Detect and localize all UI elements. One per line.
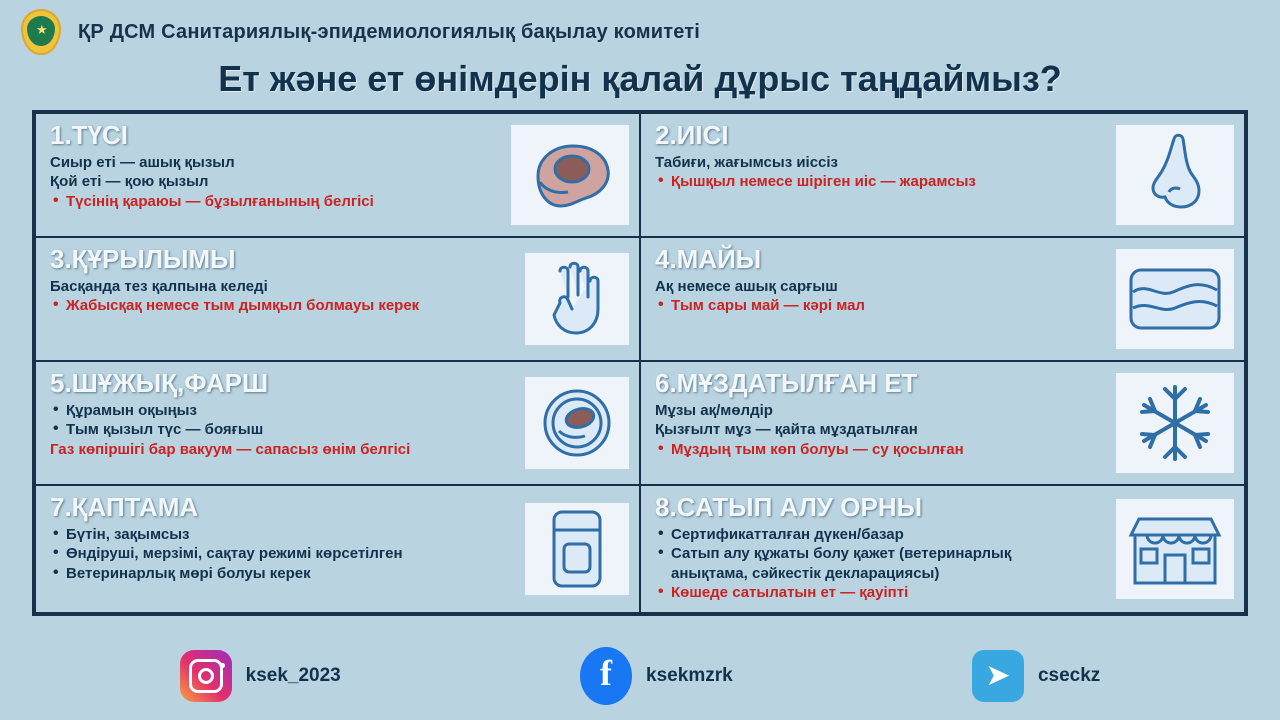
telegram-icon[interactable]: ➤	[972, 650, 1024, 702]
kazakhstan-emblem-icon: ★	[18, 7, 64, 57]
social-handle: cseckz	[1037, 665, 1101, 686]
social-telegram[interactable]	[972, 650, 1100, 702]
tip-line: анықтама, сәйкестік декларациясы)	[671, 564, 940, 582]
tip-warning-line: • Қышқыл немесе шіріген иіс — жарамсыз	[655, 172, 1102, 191]
tip-line: Табиғи, жағымсыз иіссіз	[655, 154, 839, 172]
package-box-icon	[525, 503, 629, 595]
tip-line: Ақ немесе ашық сарғыш	[655, 278, 838, 296]
tip-warning-line: • Жабысқақ немесе тым дымқыл болмауы керек	[50, 296, 497, 315]
tips-grid	[32, 110, 1248, 616]
tip-line: • Бүтін, зақымсыз	[50, 525, 497, 544]
page-title: Ет және ет өнімдерін қалай дұрыс таңдаймыз?	[218, 58, 1062, 99]
fat-layer-icon	[1116, 249, 1234, 349]
tip-line: • Тым қызыл түс — бояғыш	[50, 420, 497, 439]
tip-title: 3.ҚҰРЫЛЫМЫ	[50, 244, 236, 274]
tip-title: 5.ШҰЖЫҚ,ФАРШ	[50, 368, 269, 398]
tip-line: Қой еті — қою қызыл	[50, 173, 209, 191]
tip-card-1	[35, 113, 640, 237]
tip-title: 4.МАЙЫ	[655, 244, 762, 274]
tip-card-2	[640, 113, 1245, 237]
snowflake-icon	[1116, 373, 1234, 473]
tip-line: • Құрамын оқыңыз	[50, 401, 497, 420]
page-header	[0, 0, 1280, 56]
tip-line: • Сатып алу құжаты болу қажет (ветеринарлық	[655, 544, 1102, 563]
tip-line: • Ветеринарлық мөрі болуы керек	[50, 564, 497, 583]
social-handle: ksek_2023	[245, 665, 341, 686]
minced-meat-bowl-icon	[525, 377, 629, 469]
tip-line: Мұзы ақ/мөлдір	[655, 402, 773, 420]
nose-smell-icon	[1116, 125, 1234, 225]
tip-line: Сиыр еті — ашық қызыл	[50, 154, 235, 172]
social-instagram[interactable]	[180, 650, 341, 702]
tip-warning-line: • Мұздың тым көп болуы — су қосылған	[655, 440, 1102, 459]
tip-line: Басқанда тез қалпына келеді	[50, 278, 268, 296]
tip-line: • Сертификатталған дүкен/базар	[655, 525, 1102, 544]
instagram-icon[interactable]	[180, 650, 232, 702]
tip-warning-line: • Көшеде сатылатын ет — қауіпті	[655, 583, 1102, 602]
tip-card-5	[35, 361, 640, 485]
tip-title: 1.ТҮСІ	[50, 120, 129, 150]
meat-steak-icon	[511, 125, 629, 225]
shop-store-icon	[1116, 499, 1234, 599]
tip-warning-line: • Түсінің қараюы — бұзылғанының белгісі	[50, 192, 497, 211]
tip-title: 2.ИІСІ	[655, 120, 729, 150]
tip-card-4	[640, 237, 1245, 361]
social-facebook[interactable]	[580, 647, 733, 705]
tip-card-6	[640, 361, 1245, 485]
tip-line: • Өндіруші, мерзімі, сақтау режимі көрсетілген	[50, 544, 497, 563]
tip-title: 7.ҚАПТАМА	[50, 492, 199, 522]
tip-line: Қызғылт мұз — қайта мұздатылған	[655, 421, 918, 439]
tip-warning-line: • Тым сары май — кәрі мал	[655, 296, 1102, 315]
hand-touch-icon	[525, 253, 629, 345]
social-footer	[0, 632, 1280, 720]
organization-title: ҚР ДСМ Санитариялық-эпидемиологиялық бақылау комитеті	[78, 20, 701, 43]
tip-warning-line: Газ көпіршігі бар вакуум — сапасыз өнім белгісі	[50, 440, 411, 458]
tip-card-8	[640, 485, 1245, 613]
facebook-icon[interactable]: f	[580, 647, 632, 705]
tip-title: 6.МҰЗДАТЫЛҒАН ЕТ	[655, 368, 918, 398]
tip-card-3	[35, 237, 640, 361]
social-handle: ksekmzrk	[646, 665, 733, 686]
tip-title: 8.САТЫП АЛУ ОРНЫ	[655, 492, 923, 522]
tip-card-7	[35, 485, 640, 613]
